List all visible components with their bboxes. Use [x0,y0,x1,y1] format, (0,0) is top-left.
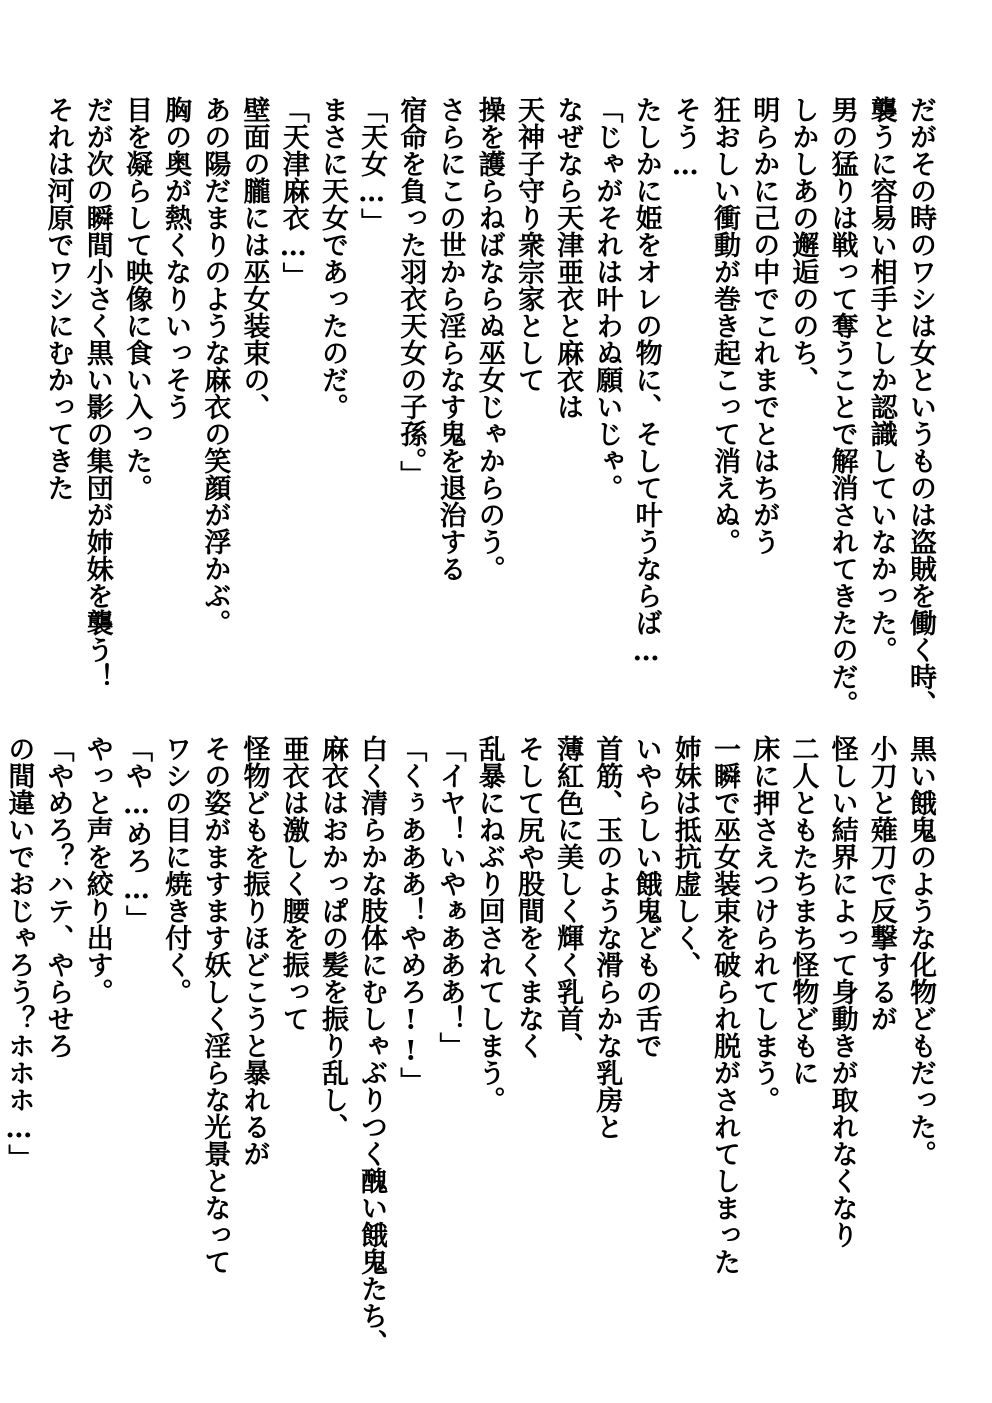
text-line: 「やめろ？ハテ、やらせろ [42,735,74,1059]
text-line: 薄紅色に美しく輝く乳首、 [552,735,584,1059]
text-line: 姉妹は抵抗虚しく、 [669,735,701,978]
text-line: 操を護らねばならぬ巫女じゃからのう。 [473,96,505,582]
text-line: 乱暴にねぶり回されてしまう。 [473,735,505,1113]
text-line: 「天女…」 [356,96,388,235]
text-line: 壁面の朧には巫女装束の、 [238,96,270,420]
text-line: 怪しい結界によって身動きが取れなくなり [826,735,858,1248]
text-line: 一瞬で巫女装束を破られ脱がされてしまった [708,735,740,1275]
text-line: その姿がますます妖しく淫らな光景となって [199,735,231,1275]
text-line: 「や…めろ…」 [120,735,152,932]
text-line: 天神子守り衆宗家として [512,96,544,393]
text-line: 「じゃがそれは叶わぬ願いじゃ。 [591,96,623,501]
text-line: 胸の奥が熱くなりいっそう [160,96,192,420]
text-block-upper [38,96,940,717]
text-block-lower [0,735,940,1356]
text-line: 白く清らかな肢体にむしゃぶりつく醜い餓鬼たち、 [356,735,388,1356]
text-line: 黒い餓鬼のような化物どもだった。 [905,735,936,1167]
text-line: たしかに姫をオレの物に、そして叶うならば… [630,96,662,667]
text-line: ワシの目に焼き付く。 [160,735,192,1005]
text-line: そして尻や股間をくまなく [512,735,544,1059]
text-line: だが次の瞬間小さく黒い影の集団が姉妹を襲う！ [81,96,113,690]
text-line: そう… [669,96,701,181]
text-line: 亜衣は激しく腰を振って [277,735,309,1032]
text-line: 宿命を負った羽衣天女の子孫。」 [395,96,427,488]
text-line: 「天津麻衣…」 [277,96,309,289]
text-line: 首筋、玉のような滑らかな乳房と [591,735,623,1140]
text-line: 「イヤ！いやぁあああ！」 [434,735,466,1059]
text-line: だがその時のワシは女というものは盗賊を働く時、 [905,96,936,717]
text-line: それは河原でワシにむかってきた [42,96,74,501]
text-line: しかしあの邂逅ののち、 [787,96,819,393]
text-line: 床に押さえつけられてしまう。 [748,735,780,1113]
text-line: やっと声を絞り出す。 [81,735,113,1005]
text-line: 二人ともたちまち怪物どもに [787,735,819,1086]
text-line: あの陽だまりのような麻衣の笑顔が浮かぶ。 [199,96,231,636]
text-line: いやらしい餓鬼どもの舌で [630,735,662,1059]
text-line: まさに天女であったのだ。 [316,96,348,420]
text-line: の間違いでおじゃろう？ホホホ…」 [3,735,35,1171]
text-line: 目を凝らして映像に食い入った。 [120,96,152,501]
text-line: さらにこの世から淫らなす鬼を退治する [434,96,466,582]
text-line: なぜなら天津亜衣と麻衣は [552,96,584,420]
text-line: 怪物どもを振りほどこうと暴れるが [238,735,270,1167]
text-line: 男の猛りは戦って奪うことで解消されてきたのだ。 [826,96,858,717]
text-line: 襲うに容易い相手としか認識していなかった。 [865,96,897,663]
text-line: 明らかに己の中でこれまでとはちがう [748,96,780,555]
text-line: 狂おしい衝動が巻き起こって消えぬ。 [708,96,740,555]
text-line: 「くぅあああ！やめろ!!」 [395,735,427,1094]
text-line: 麻衣はおかっぱの髪を振り乱し、 [316,735,348,1140]
text-line: 小刀と薙刀で反撃するが [865,735,897,1032]
